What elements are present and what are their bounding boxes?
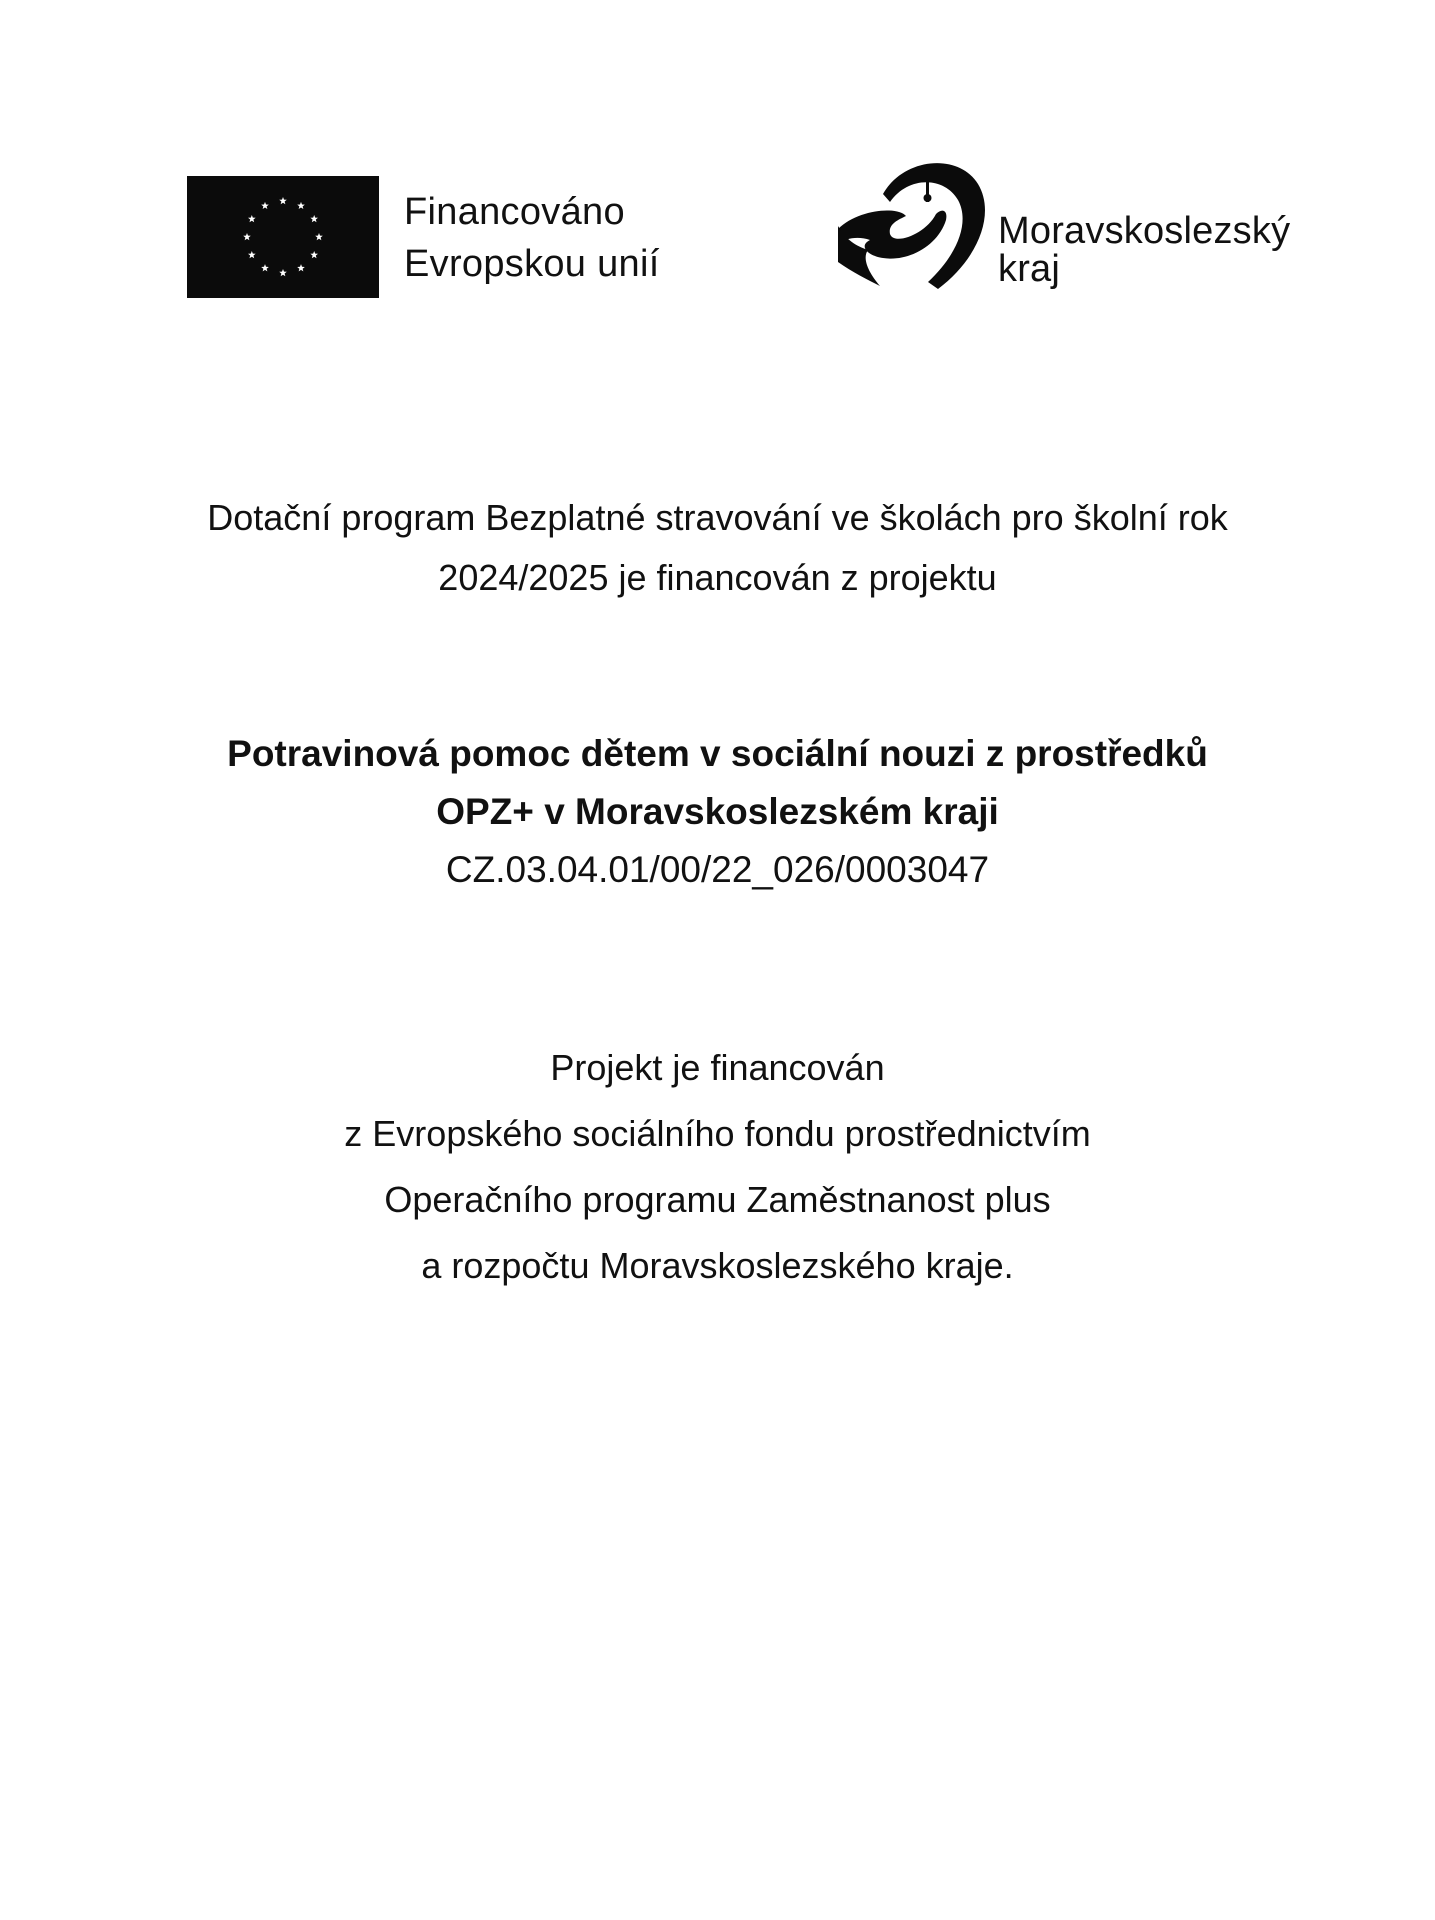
funding-line-3: Operačního programu Zaměstnanost plus <box>384 1179 1051 1220</box>
intro-line-2: 2024/2025 je financován z projektu <box>438 557 997 598</box>
eu-star-icon <box>261 202 269 209</box>
eu-star-icon <box>248 215 256 222</box>
eu-star-icon <box>243 233 251 240</box>
eu-star-icon <box>248 251 256 258</box>
eu-stars-icon <box>187 176 379 298</box>
funding-line-4: a rozpočtu Moravskoslezského kraje. <box>421 1245 1014 1286</box>
project-title-line-1: Potravinová pomoc dětem v sociální nouzi z prostředků <box>227 733 1208 774</box>
eu-star-icon <box>297 264 305 271</box>
eu-star-icon <box>315 233 323 240</box>
funding-line-2: z Evropského sociálního fondu prostřednictvím <box>344 1113 1091 1154</box>
funding-paragraph <box>0 1035 1435 1299</box>
eu-star-icon <box>310 251 318 258</box>
eu-flag-icon <box>187 176 379 298</box>
eu-star-icon <box>297 202 305 209</box>
moravskoslezsky-kraj-caption <box>998 212 1290 288</box>
intro-line-1: Dotační program Bezplatné stravování ve školách pro školní rok <box>207 497 1228 538</box>
eu-star-icon <box>279 197 287 204</box>
project-title-line-2: OPZ+ v Moravskoslezském kraji <box>436 791 999 832</box>
eu-star-icon <box>310 215 318 222</box>
eu-star-icon <box>261 264 269 271</box>
eu-star-icon <box>279 269 287 276</box>
region-logo-caption-line-1: Moravskoslezský <box>998 210 1291 252</box>
region-logo-caption-line-2: kraj <box>998 248 1061 290</box>
intro-paragraph <box>0 488 1435 608</box>
eu-logo-caption-line-2: Evropskou unií <box>404 243 660 285</box>
moravskoslezsky-kraj-logo-icon <box>828 154 993 294</box>
eu-logo-caption-line-1: Financováno <box>404 191 625 233</box>
eu-logo <box>187 176 379 298</box>
project-block <box>0 725 1435 899</box>
funding-line-1: Projekt je financován <box>550 1047 885 1088</box>
project-registration-number: CZ.03.04.01/00/22_026/0003047 <box>445 849 990 890</box>
eu-logo-caption <box>404 186 660 290</box>
